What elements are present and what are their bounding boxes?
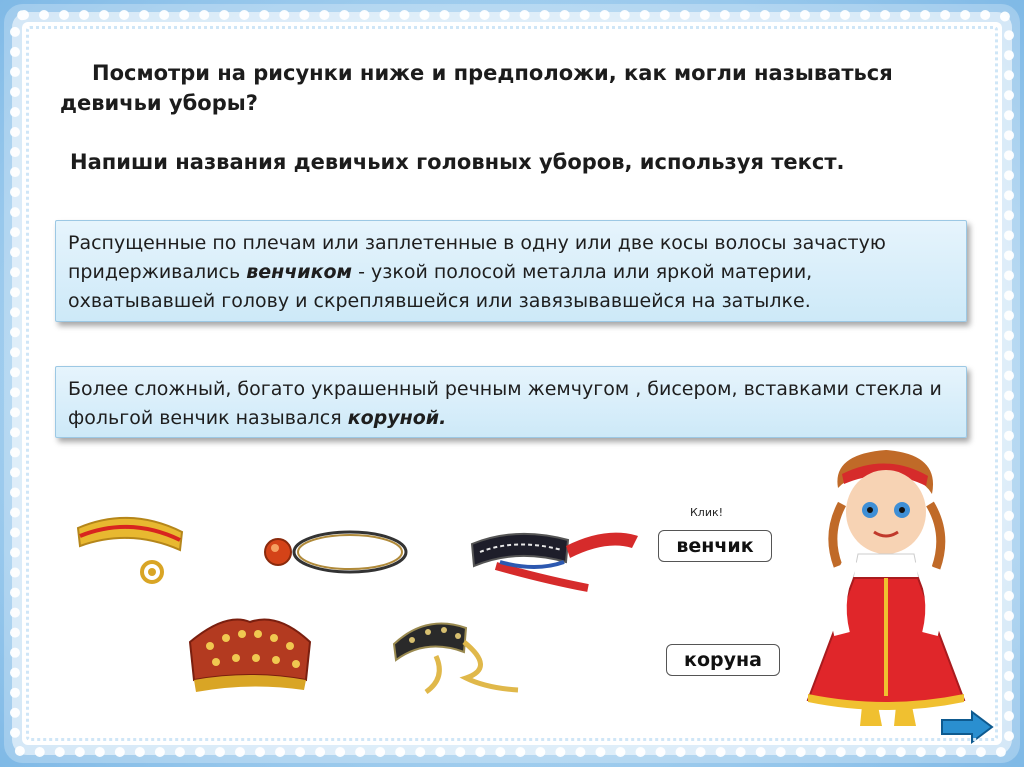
text-box-koruna <box>55 366 967 438</box>
box2-bold-term: коруной. <box>347 407 447 429</box>
box2-text-part1: Более сложный, богато украшенный речным жемчугом , бисером, вставками стекла и фольгой венчик назывался <box>68 378 942 429</box>
answer-venchik-button[interactable]: венчик <box>658 530 772 562</box>
box1-text-part1: Распущенные по плечам или заплетенные в одну или две косы волосы зачастую придерживались <box>68 232 886 283</box>
koruna-crown-image <box>186 612 316 700</box>
girl-illustration <box>802 444 972 734</box>
next-arrow-icon[interactable] <box>940 710 994 744</box>
box1-text-part2: - узкой полосой металла или яркой материи, охватывавшей голову и скреплявшейся или завязывавшейся на затылке. <box>68 261 813 312</box>
koruna-ribbon-image <box>386 608 526 704</box>
headband-ring-image <box>262 524 412 584</box>
answer-koruna-button[interactable]: коруна <box>666 644 780 676</box>
headband-gold-image <box>70 506 190 592</box>
task-heading: Напиши названия девичьих головных уборов, используя текст. <box>70 150 845 174</box>
headband-ribbon-image <box>466 500 644 608</box>
click-hint: Клик! <box>690 506 724 519</box>
slide-frame <box>22 22 1002 745</box>
box1-bold-term: венчиком <box>246 261 353 283</box>
text-box-venchik <box>55 220 967 322</box>
question-heading: Посмотри на рисунки ниже и предположи, как могли называться девичьи уборы? <box>60 61 893 115</box>
